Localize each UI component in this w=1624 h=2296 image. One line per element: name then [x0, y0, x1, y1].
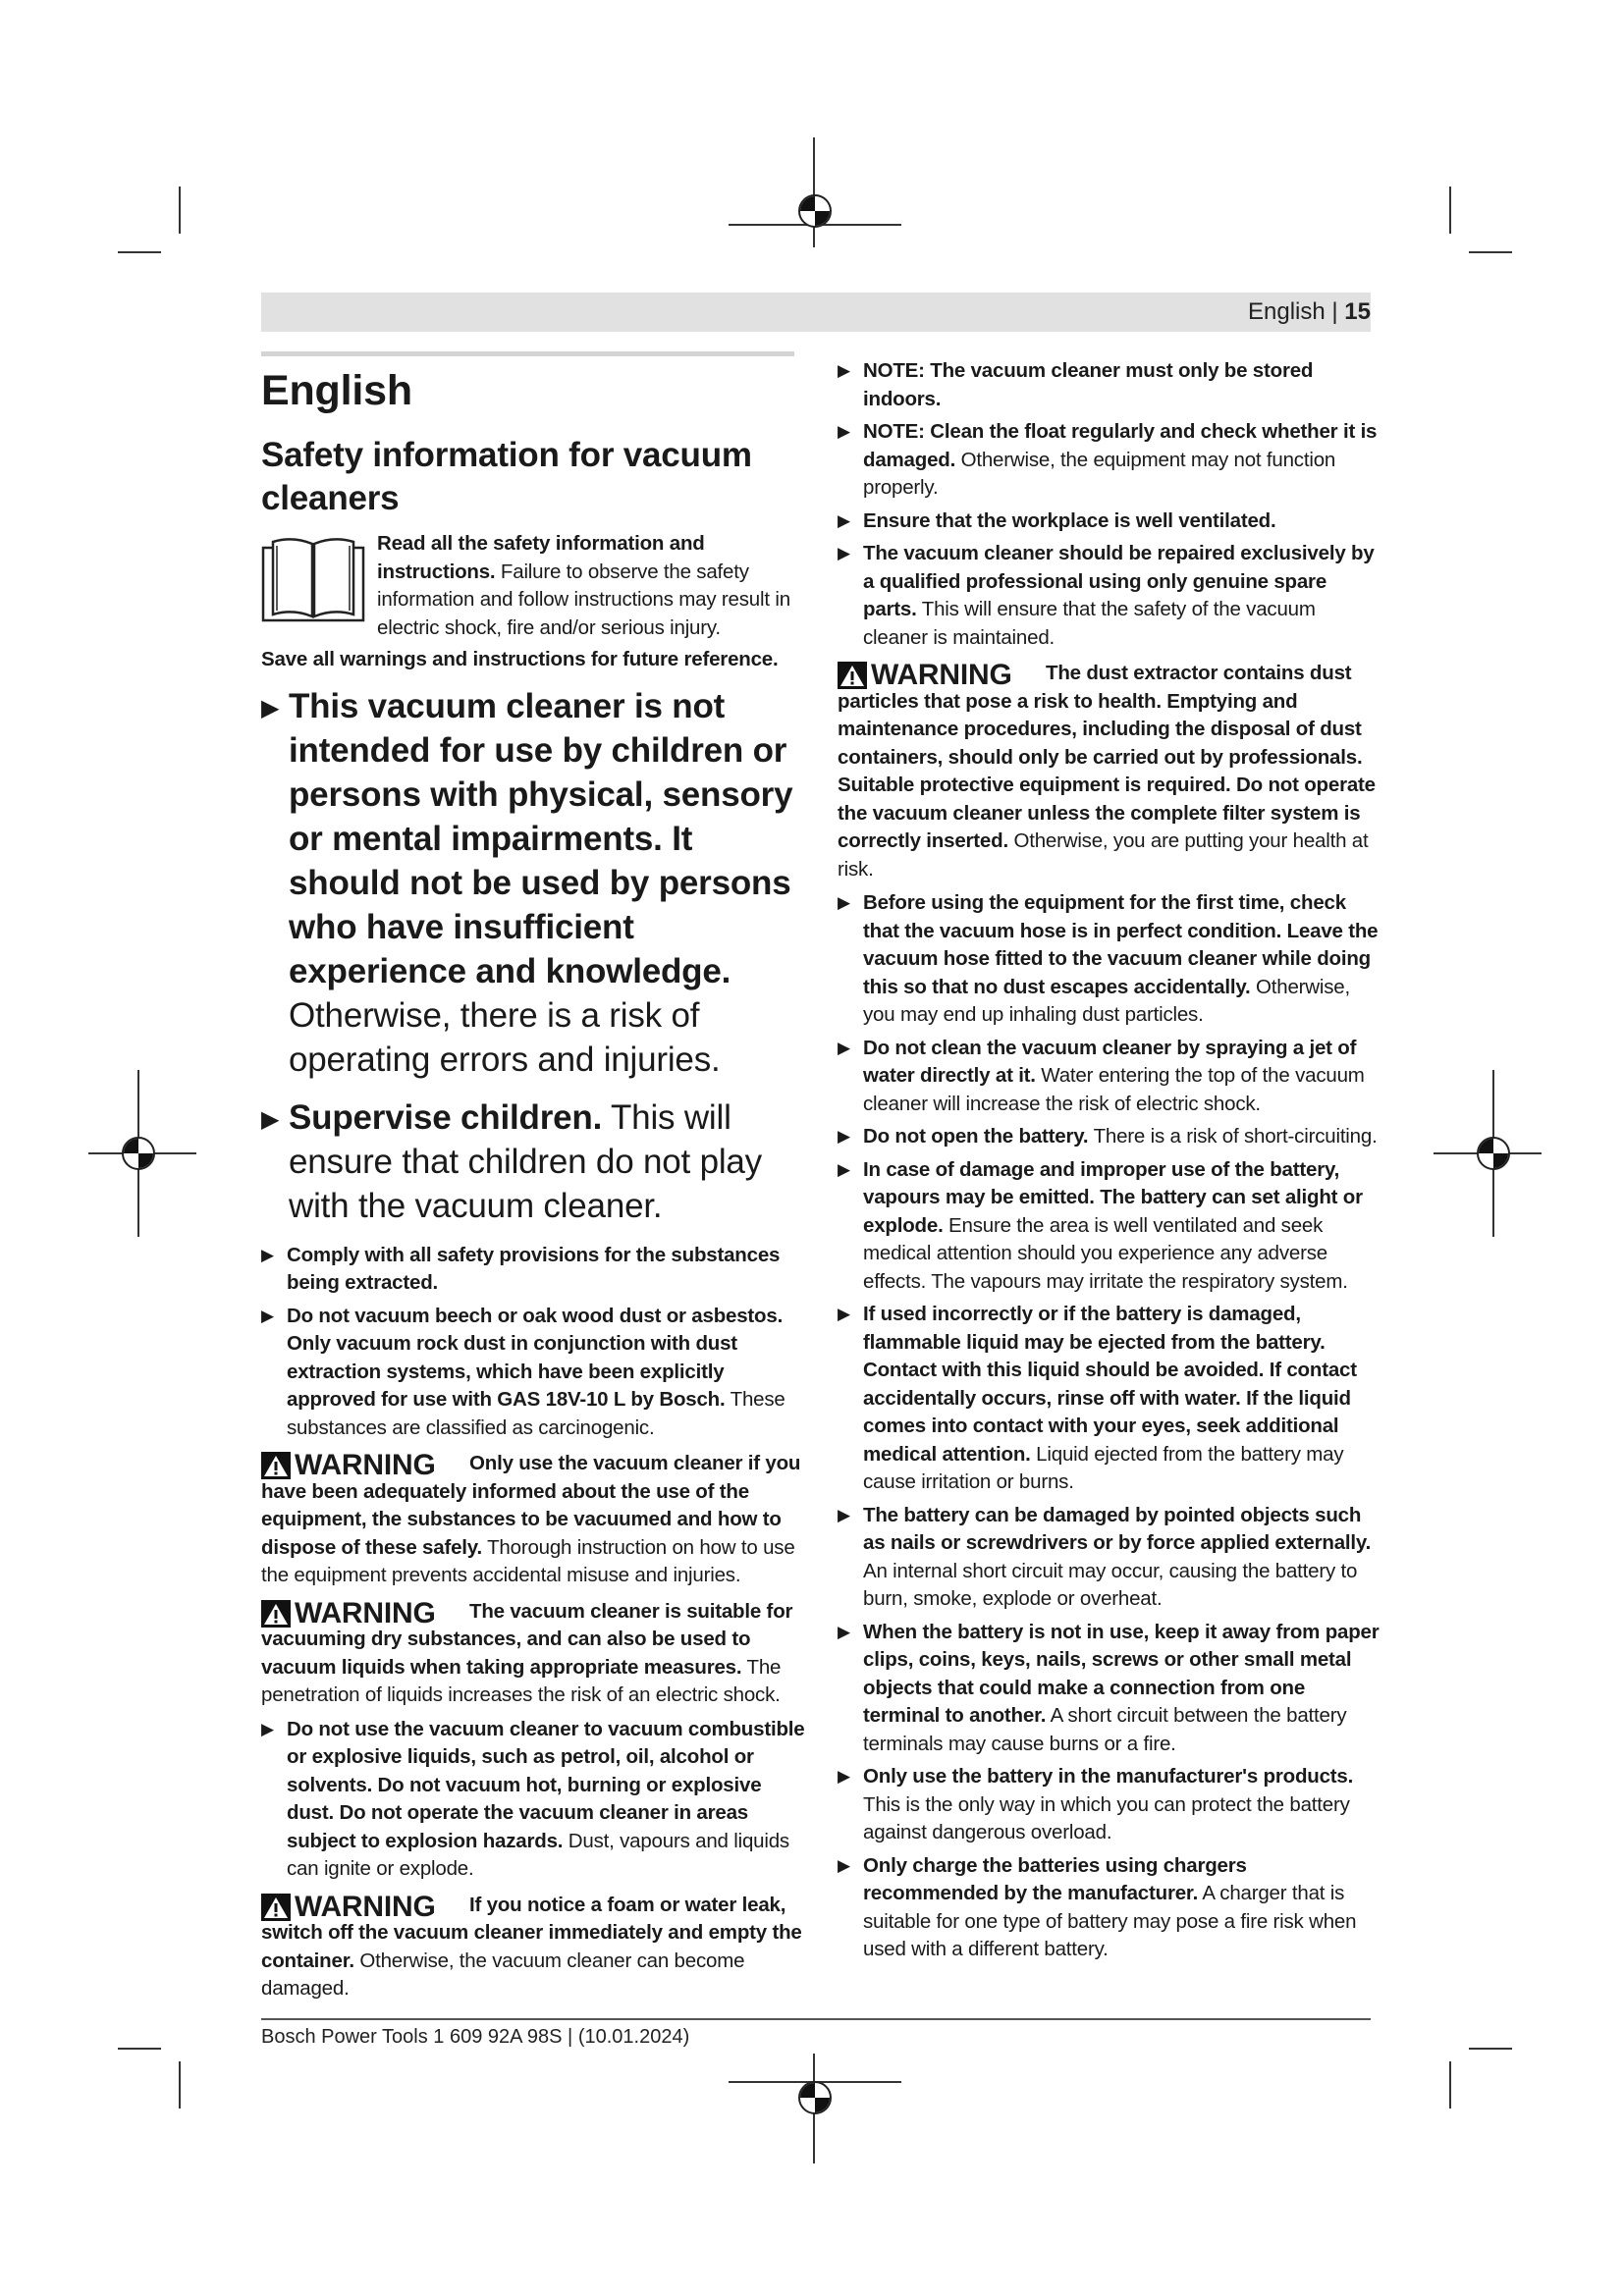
read-manual-book-icon — [261, 532, 365, 626]
item-bold-text: This vacuum cleaner is not intended for use by children or persons with physical, sensory or mental impairments. It should not be used by persons who have insufficient experience and knowledge. — [289, 686, 793, 990]
registration-target-icon — [1477, 1137, 1510, 1170]
bullet-triangle-icon: ▶ — [838, 1622, 850, 1641]
right-column — [838, 353, 1383, 1969]
bullet-triangle-icon: ▶ — [261, 1719, 274, 1738]
safety-item — [838, 1301, 1383, 1497]
safety-item — [261, 1242, 806, 1298]
safety-item — [838, 889, 1383, 1030]
safety-item — [838, 507, 1383, 536]
bullet-triangle-icon: ▶ — [261, 1105, 280, 1133]
item-text: Otherwise, you may end up inhaling dust particles. — [863, 975, 1350, 1026]
warning-label — [261, 1598, 469, 1629]
warning-bold-text: The dust extractor contains dust particles that pose a risk to health. Emptying and maintenance procedures, including the disposal of dust containers, should only be carried out by professionals. Suitable protective equipment is required. Do not operate the vacuum cleaner unless the complete filter system is correctly inserted. — [838, 662, 1376, 852]
warning-rest-text: Thorough instruction on how to use the equipment prevents accidental misuse and injuries. — [261, 1535, 795, 1586]
header-separator: | — [1331, 298, 1345, 325]
bullet-triangle-icon: ▶ — [838, 1767, 850, 1786]
item-bold-text: Do not use the vacuum cleaner to vacuum combustible or explosive liquids, such as petrol, oil, alcohol or solvents. Do not vacuum hot, burning or explosive dust. Do not operate the vacuum cleaner in areas subject to explosion hazards. — [287, 1717, 805, 1852]
warning-block — [261, 1450, 806, 1590]
bullet-triangle-icon: ▶ — [838, 1855, 850, 1875]
safety-item — [261, 1716, 806, 1884]
bullet-triangle-icon: ▶ — [261, 694, 280, 721]
item-text: This is the only way in which you can protect the battery against dangerous overload. — [863, 1792, 1350, 1843]
item-bold-text: In case of damage and improper use of the battery, vapours may be emitted. The battery can set alight or explode. — [863, 1157, 1363, 1237]
safety-item — [261, 684, 806, 1082]
warning-block — [838, 660, 1383, 883]
warning-label — [838, 660, 1046, 691]
item-bold-text: The battery can be damaged by pointed objects such as nails or screwdrivers or by force applied externally. — [863, 1503, 1372, 1554]
read-instructions-rest: Failure to observe the safety information and follow instructions may result in electric shock, fire and/or serious injury. — [377, 560, 790, 639]
bullet-triangle-icon: ▶ — [261, 1245, 274, 1264]
safety-item — [261, 1303, 806, 1443]
safety-item — [838, 1502, 1383, 1614]
registration-target-icon — [798, 2081, 832, 2114]
warning-label — [261, 1892, 469, 1923]
item-text: A charger that is suitable for one type of battery may pose a fire risk when used with a different battery. — [863, 1882, 1357, 1960]
warning-triangle-icon — [261, 1452, 291, 1479]
item-bold-text: NOTE: Clean the float regularly and check whether it is damaged. — [863, 420, 1378, 471]
warning-triangle-icon — [261, 1600, 291, 1628]
bullet-triangle-icon: ▶ — [838, 422, 850, 441]
item-bold-text: Only use the battery in the manufacturer's products. — [863, 1765, 1354, 1788]
warning-label-text: WARNING — [295, 1596, 436, 1629]
safety-item — [838, 1035, 1383, 1119]
item-bold-text: Ensure that the workplace is well ventilated. — [863, 508, 1276, 532]
item-text: Water entering the top of the vacuum cleaner will increase the risk of electric shock. — [863, 1064, 1365, 1115]
bullet-triangle-icon: ▶ — [838, 1305, 850, 1323]
bullet-triangle-icon: ▶ — [838, 1127, 850, 1146]
safety-item — [838, 1852, 1383, 1964]
warning-triangle-icon — [838, 662, 867, 689]
item-text: This will ensure that children do not play with the vacuum cleaner. — [289, 1097, 762, 1225]
safety-item — [838, 1123, 1383, 1151]
left-column — [261, 363, 806, 2009]
page-header — [1248, 298, 1371, 326]
item-text: Otherwise, there is a risk of operating errors and injuries. — [289, 995, 721, 1079]
warning-rest-text: Otherwise, you are putting your health at risk. — [838, 829, 1369, 881]
item-bold-text: Do not open the battery. — [863, 1125, 1089, 1148]
save-instructions: Save all warnings and instructions for future reference. — [261, 648, 779, 670]
safety-item — [838, 540, 1383, 652]
bullet-triangle-icon: ▶ — [838, 544, 850, 562]
item-text: This will ensure that the safety of the vacuum cleaner is maintained. — [863, 598, 1316, 649]
warning-bold-text: Only use the vacuum cleaner if you have been adequately informed about the use of the equipment, the substances to be vacuumed and how to dispose of these safely. — [261, 1452, 801, 1559]
bullet-triangle-icon: ▶ — [838, 1038, 850, 1057]
bullet-triangle-icon: ▶ — [838, 1505, 850, 1524]
item-text: These substances are classified as carcinogenic. — [287, 1388, 785, 1439]
item-text: An internal short circuit may occur, causing the battery to burn, smoke, explode or overheat. — [863, 1559, 1358, 1610]
item-bold-text: The vacuum cleaner should be repaired exclusively by a qualified professional using only genuine spare parts. — [863, 542, 1375, 620]
item-bold-text: Comply with all safety provisions for the substances being extracted. — [287, 1243, 781, 1294]
warning-label-text: WARNING — [295, 1890, 436, 1923]
safety-item — [838, 1763, 1383, 1847]
read-instructions-text — [377, 530, 806, 642]
footer-rule — [261, 2018, 1371, 2020]
item-bold-text: Only charge the batteries using chargers recommended by the manufacturer. — [863, 1853, 1247, 1904]
page-number: 15 — [1344, 298, 1371, 325]
warning-triangle-icon — [261, 1894, 291, 1921]
item-bold-text: If used incorrectly or if the battery is damaged, flammable liquid may be ejected from the battery. Contact with this liquid should be avoided. If contact accidentally occurs, rinse off with water. If the liquid comes into contact with your eyes, seek additional medical attention. — [863, 1303, 1357, 1466]
item-bold-text: Do not vacuum beech or oak wood dust or asbestos. Only vacuum rock dust in conjunction with dust extraction systems, which have been explicitly approved for use with GAS 18V-10 L by Bosch. — [287, 1304, 784, 1411]
registration-target-icon — [122, 1137, 155, 1170]
warning-block — [261, 1892, 806, 2003]
item-text: Ensure the area is well ventilated and seek medical attention should you experience any adverse effects. The vapours may irritate the respiratory system. — [863, 1213, 1348, 1293]
safety-item — [838, 357, 1383, 413]
item-text: Dust, vapours and liquids can ignite or explode. — [287, 1829, 789, 1880]
safety-item — [261, 1095, 806, 1228]
item-bold-text: NOTE: The vacuum cleaner must only be stored indoors. — [863, 359, 1314, 410]
warning-text — [838, 660, 1383, 883]
warning-block — [261, 1598, 806, 1710]
bullet-triangle-icon: ▶ — [838, 510, 850, 530]
warning-label-text: WARNING — [295, 1449, 436, 1481]
header-language: English — [1248, 298, 1326, 325]
bullet-triangle-icon: ▶ — [838, 893, 850, 912]
item-bold-text: Before using the equipment for the first time, check that the vacuum hose is in perfect condition. Leave the vacuum hose fitted to the vacuum cleaner while doing this so that no dust escapes accidentally. — [863, 891, 1379, 998]
safety-item — [838, 418, 1383, 503]
warning-label-text: WARNING — [871, 659, 1012, 691]
bullet-triangle-icon: ▶ — [838, 361, 850, 380]
column-rule — [261, 351, 794, 356]
read-instructions-block — [261, 530, 806, 642]
page-footer: Bosch Power Tools 1 609 92A 98S | (10.01.2024) — [261, 2026, 690, 2048]
item-bold-text: Do not clean the vacuum cleaner by spraying a jet of water directly at it. — [863, 1036, 1357, 1087]
item-text: There is a risk of short-circuiting. — [1088, 1125, 1378, 1148]
page-title: English — [261, 367, 412, 414]
read-instructions-bold: Read all the safety information and instructions. — [377, 532, 705, 583]
warning-label — [261, 1450, 469, 1481]
bullet-triangle-icon: ▶ — [838, 1159, 850, 1179]
item-text: Otherwise, the equipment may not function properly. — [863, 448, 1336, 499]
section-title: Safety information for vacuum cleaners — [261, 436, 752, 517]
warning-rest-text: Otherwise, the vacuum cleaner can become damaged. — [261, 1949, 745, 2000]
item-bold-text: Supervise children. — [289, 1097, 603, 1137]
item-text: A short circuit between the battery terminals may cause burns or a fire. — [863, 1704, 1347, 1755]
item-bold-text: When the battery is not in use, keep it away from paper clips, coins, keys, nails, screws or other small metal objects that could make a connection from one terminal to another. — [863, 1620, 1380, 1727]
item-text: Liquid ejected from the battery may cause irritation or burns. — [863, 1442, 1344, 1493]
bullet-triangle-icon: ▶ — [261, 1306, 274, 1325]
warning-bold-text: If you notice a foam or water leak, switch off the vacuum cleaner immediately and empty the container. — [261, 1893, 802, 1972]
registration-target-icon — [798, 194, 832, 228]
warning-rest-text: The penetration of liquids increases the risk of an electric shock. — [261, 1655, 782, 1706]
warning-bold-text: The vacuum cleaner is suitable for vacuuming dry substances, and can also be used to vacuum liquids when taking appropriate measures. — [261, 1599, 793, 1679]
safety-item — [838, 1156, 1383, 1297]
header-bar — [261, 293, 1371, 332]
safety-item — [838, 1619, 1383, 1759]
